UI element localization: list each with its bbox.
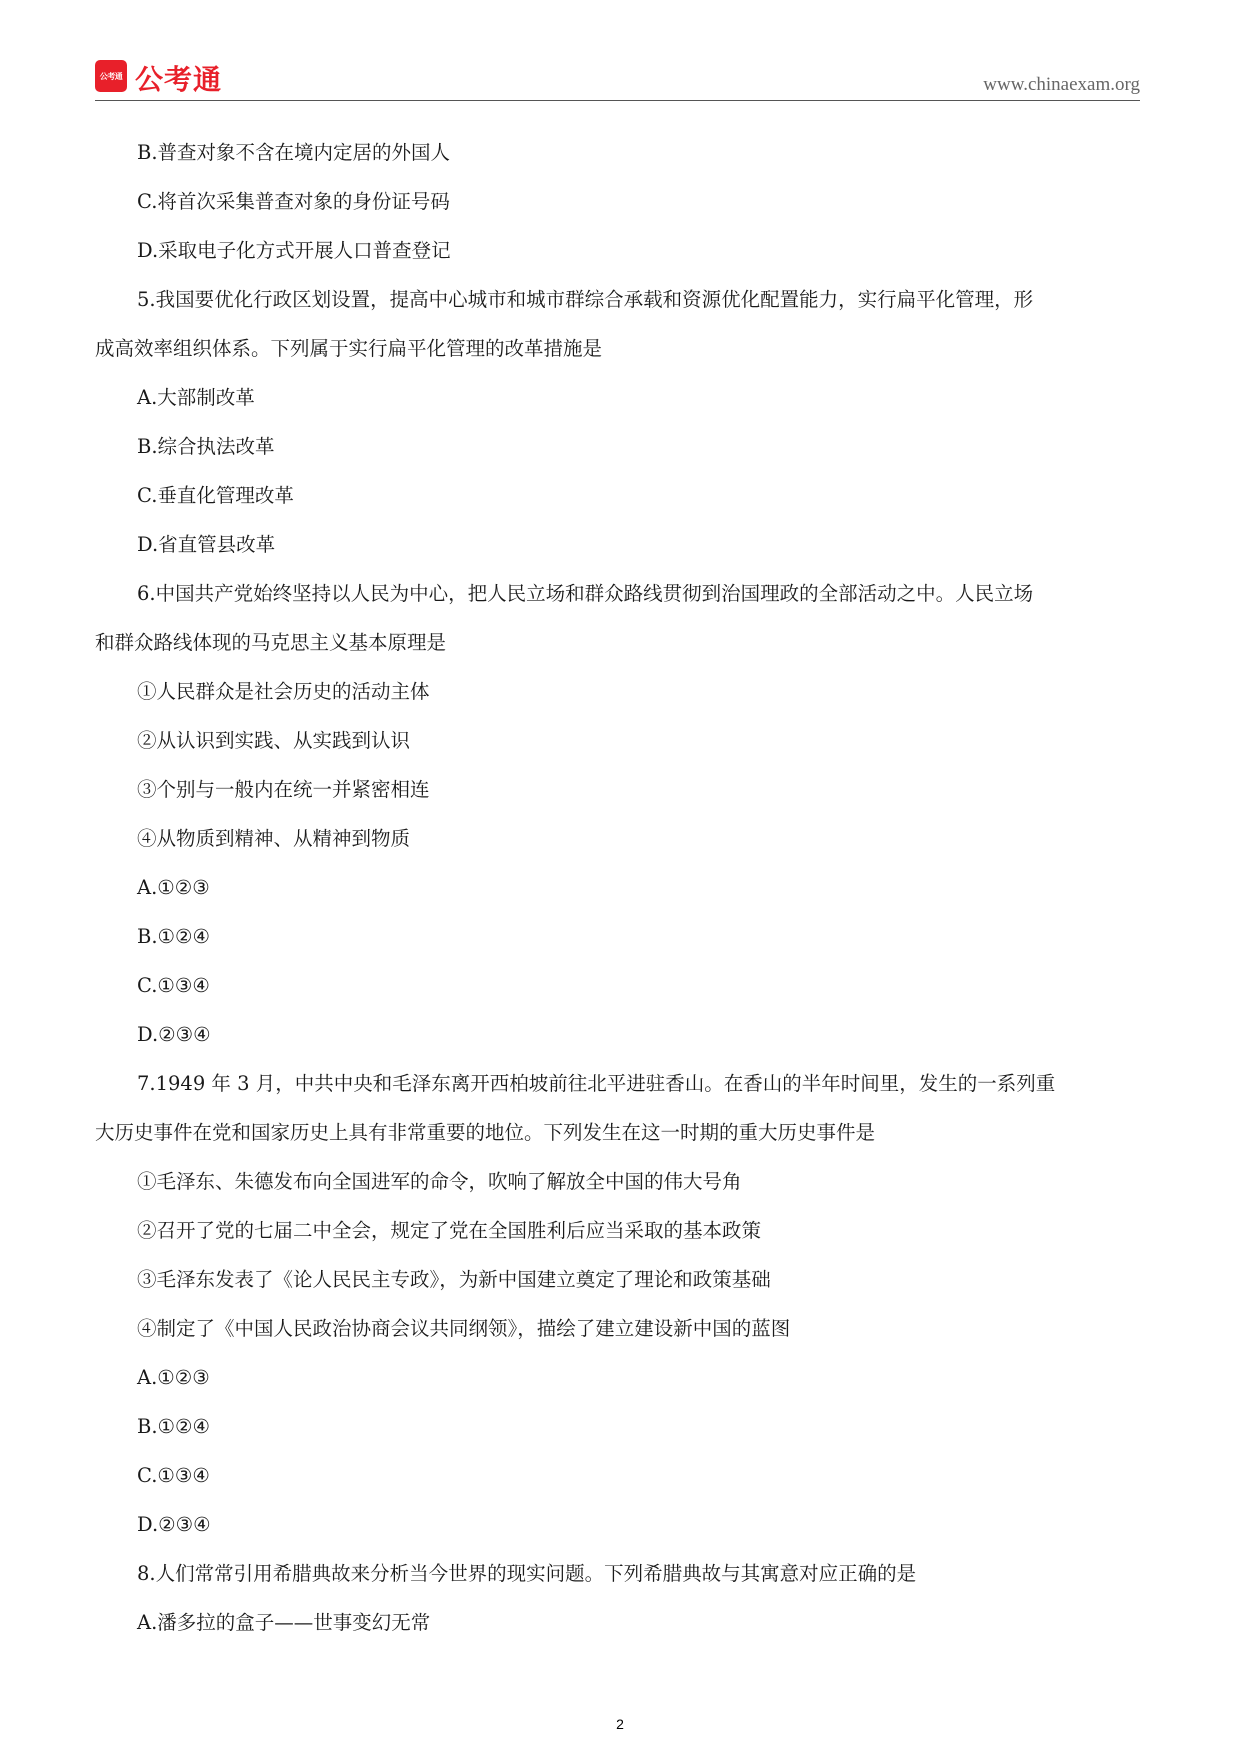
text-line: D.省直管县改革 xyxy=(137,533,276,556)
site-url: www.chinaexam.org xyxy=(983,74,1140,95)
text-line: ④从物质到精神、从精神到物质 xyxy=(137,827,411,850)
text-line: ①毛泽东、朱德发布向全国进军的命令，吹响了解放全中国的伟大号角 xyxy=(137,1170,742,1193)
text-line: B.综合执法改革 xyxy=(137,435,275,458)
text-line: ②召开了党的七届二中全会，规定了党在全国胜利后应当采取的基本政策 xyxy=(137,1219,762,1242)
text-line: C.将首次采集普查对象的身份证号码 xyxy=(137,190,450,213)
text-line: 5.我国要优化行政区划设置，提高中心城市和城市群综合承载和资源优化配置能力，实行扁平化管理，形 xyxy=(137,288,1034,311)
text-line: ④制定了《中国人民政治协商会议共同纲领》，描绘了建立建设新中国的蓝图 xyxy=(137,1317,791,1340)
text-line: D.采取电子化方式开展人口普查登记 xyxy=(137,239,451,262)
page-header xyxy=(95,58,1140,101)
text-line: A.①②③ xyxy=(137,876,210,899)
text-line: B.①②④ xyxy=(137,1415,210,1438)
text-line: A.潘多拉的盒子——世事变幻无常 xyxy=(137,1611,431,1634)
text-line: B.普查对象不含在境内定居的外国人 xyxy=(137,141,451,164)
text-line: C.①③④ xyxy=(137,974,210,997)
text-line: A.大部制改革 xyxy=(137,386,255,409)
page-number: 2 xyxy=(616,1716,624,1732)
logo-text: 公考通 xyxy=(135,63,223,96)
text-line: ①人民群众是社会历史的活动主体 xyxy=(137,680,430,703)
text-line: A.①②③ xyxy=(137,1366,210,1389)
text-line: 成高效率组织体系。下列属于实行扁平化管理的改革措施是 xyxy=(95,337,603,360)
document-body xyxy=(95,128,1145,1647)
text-line: 7.1949 年 3 月，中共中央和毛泽东离开西柏坡前往北平进驻香山。在香山的半年时间里，发生的一系列重 xyxy=(137,1072,1056,1095)
text-line: B.①②④ xyxy=(137,925,210,948)
text-line: ③毛泽东发表了《论人民民主专政》，为新中国建立奠定了理论和政策基础 xyxy=(137,1268,771,1291)
text-line: C.①③④ xyxy=(137,1464,210,1487)
text-line: 大历史事件在党和国家历史上具有非常重要的地位。下列发生在这一时期的重大历史事件是 xyxy=(95,1121,876,1144)
text-line: 8.人们常常引用希腊典故来分析当今世界的现实问题。下列希腊典故与其寓意对应正确的是 xyxy=(137,1562,917,1585)
text-line: 和群众路线体现的马克思主义基本原理是 xyxy=(95,631,447,654)
text-line: ②从认识到实践、从实践到认识 xyxy=(137,729,411,752)
text-line: ③个别与一般内在统一并紧密相连 xyxy=(137,778,430,801)
text-line: C.垂直化管理改革 xyxy=(137,484,294,507)
text-line: D.②③④ xyxy=(137,1513,211,1536)
text-line: 6.中国共产党始终坚持以人民为中心，把人民立场和群众路线贯彻到治国理政的全部活动之中。人民立场 xyxy=(137,582,1034,605)
text-line: D.②③④ xyxy=(137,1023,211,1046)
logo-icon: 公考通 xyxy=(95,60,127,92)
